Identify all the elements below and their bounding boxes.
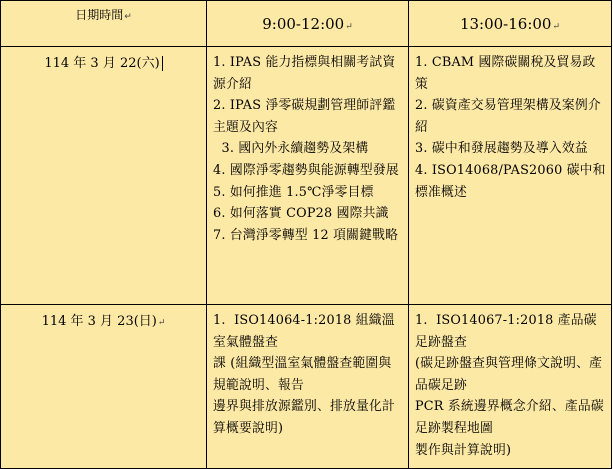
morning-topics <box>207 47 409 305</box>
header-row <box>1 1 612 47</box>
morning-topics <box>207 305 409 469</box>
date-cell: 114 年 3 月 23(日)↵ <box>1 305 207 469</box>
list-item: 4. ISO14068/PAS2060 碳中和標准概述 <box>415 162 606 200</box>
list-item: 3. 碳中和發展趨勢及導入效益 <box>415 141 588 157</box>
date-cell: 114 年 3 月 22(六) <box>1 47 207 305</box>
list-item: 1. IPAS 能力指標與相關考試資源介紹 <box>213 55 396 92</box>
header-date: 日期時間↵ <box>1 1 207 47</box>
list-item: 3. 國內外永續趨勢及架構 <box>213 141 369 157</box>
header-morning: 9:00-12:00↵ <box>207 1 409 47</box>
list-item: 6. 如何落實 COP28 國際共識 <box>213 206 389 222</box>
text-cursor <box>162 56 163 71</box>
afternoon-topics <box>409 305 612 469</box>
list-item: 1. ISO14067-1:2018 產品碳足跡盤查 <box>415 313 597 350</box>
list-item: 邊界與排放源鑑別、排放量化計算概要說明) <box>213 399 395 436</box>
list-item: 2. IPAS 淨零碳規劃管理師評鑑主題及內容 <box>213 98 396 135</box>
list-item: (碳足跡盤查與管理條文說明、產品碳足跡 <box>415 356 603 393</box>
afternoon-topics <box>409 47 612 305</box>
list-item: 1. CBAM 國際碳關稅及貿易政策 <box>415 55 596 92</box>
header-afternoon: 13:00-16:00↵ <box>409 1 612 47</box>
table-row <box>1 47 612 305</box>
list-item: 1. ISO14064-1:2018 組織溫室氣體盤查 <box>213 313 395 350</box>
list-item: PCR 系統邊界概念介紹、產品碳足跡製程地圖 <box>415 399 604 436</box>
list-item: 5. 如何推進 1.5℃淨零目標 <box>213 184 374 200</box>
list-item: 4. 國際淨零趨勢與能源轉型發展 <box>213 162 399 178</box>
table-row <box>1 305 612 469</box>
list-item: 製作與計算說明) <box>415 442 512 458</box>
list-item: 課 (組織型溫室氣體盤查範圍與規範說明、報告 <box>213 356 392 393</box>
list-item: 2. 碳資產交易管理架構及案例介紹 <box>415 98 601 135</box>
list-item: 7. 台灣淨零轉型 12 項關鍵戰略 <box>213 227 399 243</box>
